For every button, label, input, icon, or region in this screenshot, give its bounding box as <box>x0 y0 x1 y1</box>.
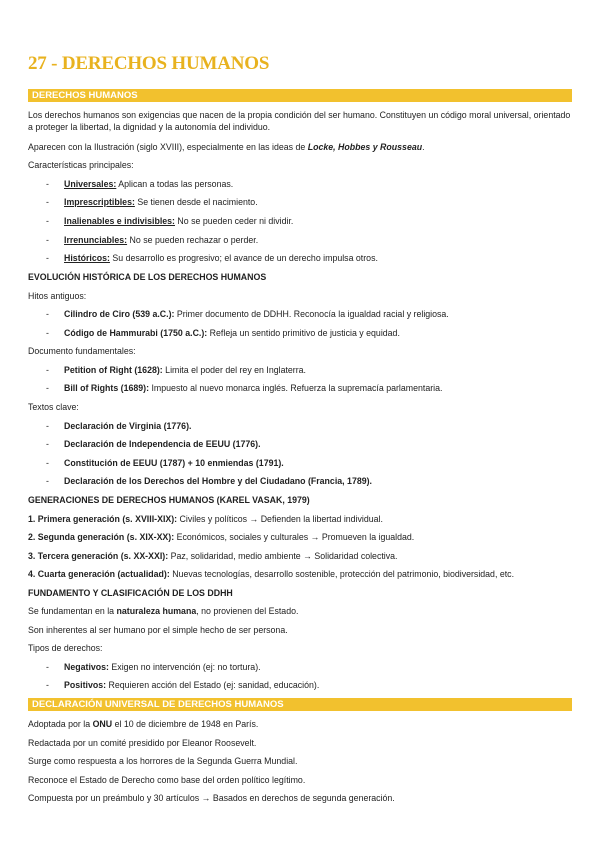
list-item: - Irrenunciables: No se pueden rechazar o perder. <box>46 235 259 245</box>
list-term: Negativos: <box>64 662 109 672</box>
list-desc: Su desarrollo es progresivo; el avance de un derecho impulsa otros. <box>109 253 378 263</box>
intro-paragraph: Los derechos humanos son exigencias que nacen de la propia condición del ser humano. Constituyen un código moral universal, orientado a proteger la libertad, la dignidad y la autonomía del individuo. <box>28 110 571 132</box>
list-desc: Limita el poder del rey en Inglaterra. <box>162 365 307 375</box>
textos-label: Textos clave: <box>28 402 79 412</box>
section-band-declaracion: DECLARACIÓN UNIVERSAL DE DERECHOS HUMANOS <box>28 698 572 711</box>
list-term: Declaración de los Derechos del Hombre y del Ciudadano (Francia, 1789). <box>64 476 372 486</box>
list-desc: No se pueden rechazar o perder. <box>127 235 259 245</box>
generation-desc: Paz, solidaridad, medio ambiente → Solidaridad colectiva. <box>168 551 398 561</box>
hitos-label: Hitos antiguos: <box>28 291 87 301</box>
docs-label: Documento fundamentales: <box>28 346 136 356</box>
list-item: - Positivos: Requieren acción del Estado (ej: sanidad, educación). <box>46 680 320 690</box>
generation-term: 4. Cuarta generación (actualidad): <box>28 569 170 579</box>
generation-term: 3. Tercera generación (s. XX-XXI): <box>28 551 169 561</box>
decl-bold: ONU <box>92 719 113 729</box>
list-item: - Declaración de Virginia (1776). <box>46 421 192 431</box>
fund-bold: naturaleza humana <box>116 606 197 616</box>
list-term: Declaración de Independencia de EEUU (1776). <box>64 439 261 449</box>
decl-line-3: Surge como respuesta a los horrores de la Segunda Guerra Mundial. <box>28 756 298 766</box>
generation-desc: Económicos, sociales y culturales → Promueven la igualdad. <box>174 532 415 542</box>
generation-term: 2. Segunda generación (s. XIX-XX): <box>28 532 175 542</box>
origin-post: . <box>422 142 425 152</box>
origin-names: Locke, Hobbes y Rousseau <box>307 142 423 152</box>
generation-item <box>28 568 514 580</box>
list-term: Declaración de Virginia (1776). <box>64 421 192 431</box>
list-desc: Aplican a todas las personas. <box>116 179 234 189</box>
list-term: Cilindro de Ciro (539 a.C.): <box>64 309 175 319</box>
generation-term: 1. Primera generación (s. XVIII-XIX): <box>28 514 178 524</box>
list-term: Universales: <box>64 179 117 189</box>
decl-post: el 10 de diciembre de 1948 en París. <box>112 719 259 729</box>
list-term: Petition of Right (1628): <box>64 365 163 375</box>
decl-line-4: Reconoce el Estado de Derecho como base del orden político legítimo. <box>28 775 306 785</box>
list-term: Imprescriptibles: <box>64 197 135 207</box>
list-item: - Negativos: Exigen no intervención (ej: no tortura). <box>46 662 261 672</box>
list-item: - Constitución de EEUU (1787) + 10 enmiendas (1791). <box>46 458 284 468</box>
list-term: Positivos: <box>64 680 107 690</box>
heading-fundamento: FUNDAMENTO Y CLASIFICACIÓN DE LOS DDHH <box>28 588 233 598</box>
generation-item <box>28 531 414 543</box>
list-item: - Imprescriptibles: Se tienen desde el nacimiento. <box>46 197 258 207</box>
fund-pre: Se fundamentan en la <box>28 606 117 616</box>
list-term: Bill of Rights (1689): <box>64 383 150 393</box>
fund-post: , no provienen del Estado. <box>196 606 299 616</box>
list-item: - Cilindro de Ciro (539 a.C.): Primer documento de DDHH. Reconocía la igualdad racial y religiosa. <box>46 309 449 319</box>
origin-line <box>28 141 425 153</box>
decl-line-5: Compuesta por un preámbulo y 30 artículos → Basados en derechos de segunda generación. <box>28 793 395 803</box>
list-item: - Inalienables e indivisibles: No se pueden ceder ni dividir. <box>46 216 294 226</box>
list-item: - Petition of Right (1628): Limita el poder del rey en Inglaterra. <box>46 365 307 375</box>
list-desc: Se tienen desde el nacimiento. <box>134 197 258 207</box>
generation-item <box>28 550 398 562</box>
heading-evolucion: EVOLUCIÓN HISTÓRICA DE LOS DERECHOS HUMANOS <box>28 272 267 282</box>
list-item: - Universales: Aplican a todas las personas. <box>46 179 234 189</box>
list-desc: Primer documento de DDHH. Reconocía la igualdad racial y religiosa. <box>174 309 449 319</box>
list-item: - Bill of Rights (1689): Impuesto al nuevo monarca inglés. Refuerza la supremacía parlamentaria. <box>46 383 443 393</box>
tipos-label: Tipos de derechos: <box>28 643 103 653</box>
generation-desc: Nuevas tecnologías, desarrollo sostenible, protección del patrimonio, biodiversidad, etc. <box>169 569 515 579</box>
generation-desc: Civiles y políticos → Defienden la libertad individual. <box>177 514 383 524</box>
list-term: Históricos: <box>64 253 110 263</box>
list-item: - Código de Hammurabi (1750 a.C.): Refleja un sentido primitivo de justicia y equidad. <box>46 328 400 338</box>
list-item: - Históricos: Su desarrollo es progresivo; el avance de un derecho impulsa otros. <box>46 253 378 263</box>
heading-generaciones: GENERACIONES DE DERECHOS HUMANOS (KAREL VASAK, 1979) <box>28 495 310 505</box>
page-title: 27 - DERECHOS HUMANOS <box>28 53 270 74</box>
characteristics-label: Características principales: <box>28 160 134 170</box>
list-term: Inalienables e indivisibles: <box>64 216 175 226</box>
origin-pre: Aparecen con la Ilustración (siglo XVIII), especialmente en las ideas de <box>28 142 308 152</box>
list-desc: Impuesto al nuevo monarca inglés. Refuerza la supremacía parlamentaria. <box>149 383 443 393</box>
list-term: Constitución de EEUU (1787) + 10 enmiendas (1791). <box>64 458 284 468</box>
fund-line-2: Son inherentes al ser humano por el simple hecho de ser persona. <box>28 625 288 635</box>
list-desc: No se pueden ceder ni dividir. <box>174 216 294 226</box>
generation-item <box>28 513 383 525</box>
decl-line-1 <box>28 718 258 730</box>
section-band-derechos-humanos: DERECHOS HUMANOS <box>28 89 572 102</box>
list-desc: Requieren acción del Estado (ej: sanidad, educación). <box>106 680 320 690</box>
list-desc: Exigen no intervención (ej: no tortura). <box>108 662 261 672</box>
list-item: - Declaración de los Derechos del Hombre y del Ciudadano (Francia, 1789). <box>46 476 372 486</box>
decl-line-2: Redactada por un comité presidido por Eleanor Roosevelt. <box>28 738 257 748</box>
list-term: Irrenunciables: <box>64 235 128 245</box>
fund-line-1 <box>28 605 298 617</box>
list-item: - Declaración de Independencia de EEUU (1776). <box>46 439 261 449</box>
decl-pre: Adoptada por la <box>28 719 93 729</box>
list-term: Código de Hammurabi (1750 a.C.): <box>64 328 208 338</box>
list-desc: Refleja un sentido primitivo de justicia y equidad. <box>207 328 400 338</box>
